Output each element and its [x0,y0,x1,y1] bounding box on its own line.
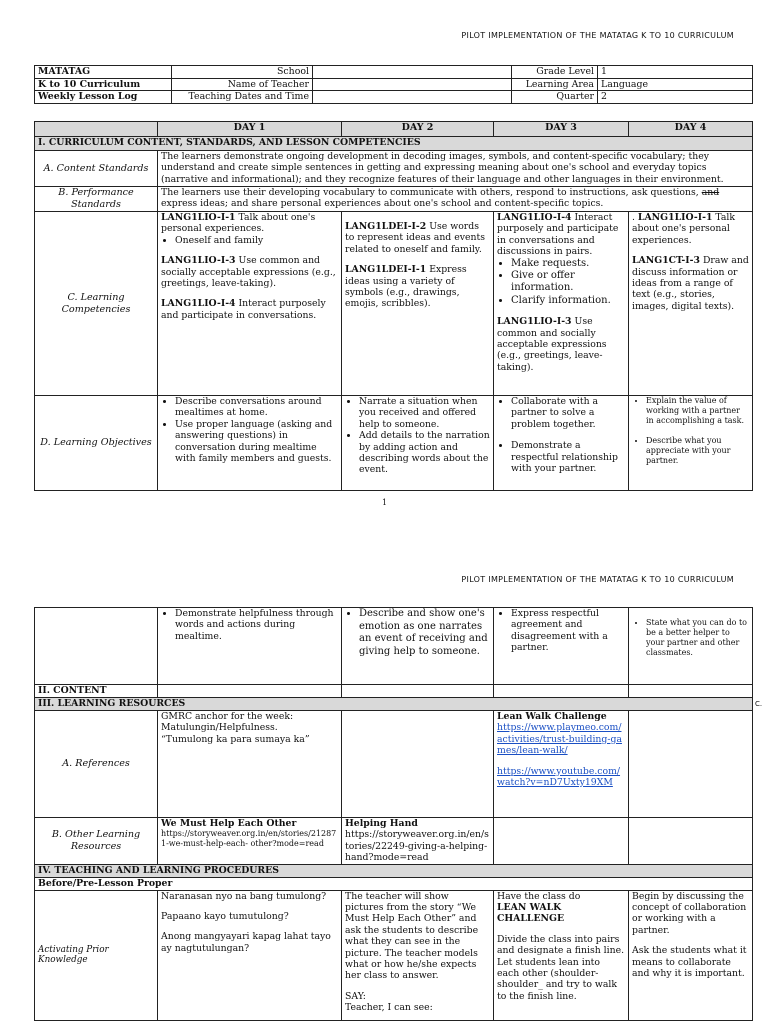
header-value-dates [313,91,512,104]
competency-prefix: . [632,212,638,223]
objective-item: • Explain the value of working with a partner in accomplishing a task. [646,396,749,426]
row-label-references [35,711,158,818]
competency-text: Use words to represent ideas and events related to oneself and family. [345,221,485,255]
competency-text: Talk about one's personal experiences. [161,212,316,235]
header-label-dates: Teaching Dates and Time [172,91,313,104]
header-title-line: Weekly Lesson Log [35,91,172,104]
reference-link[interactable]: https://www.youtube.com/watch?v=nD7Uxty19XM [497,765,621,789]
objective-item: • Express respectful agreement and disagreement with a partner. [511,608,625,654]
subsection-before-lesson: Before/Pre-Lesson Proper [35,877,753,890]
objective-item: • Describe conversations around mealtimes at home. [175,396,338,419]
activity-text: Divide the class into pairs and designate a finish line. Let students lean into each other (shoulder-shoulder_ and try to walk to the finish line. [497,933,625,1002]
references-day-3 [494,711,629,818]
day-header: DAY 3 [494,122,629,137]
objective-item: • Add details to the narration by adding action and describing words about the event. [359,430,490,476]
objectives-day-3-continued [494,608,629,685]
competency-bullet: • Clarify information. [511,295,625,307]
page-number: 1 [382,498,388,507]
reference-link[interactable]: https://www.playmeo.com/activities/trust-building-games/lean-walk/ [497,722,622,757]
competency-text: Talk about one's personal experiences. [632,212,736,246]
label-letter: A. [62,758,73,769]
other-resources-day-4 [629,818,753,865]
competencies-day-2 [342,212,494,396]
label-letter: B. [51,828,62,840]
other-resources-day-2 [342,818,494,865]
objectives-day-1-continued [158,608,342,685]
content-cell-day-3 [494,685,629,698]
header-value-teacher [313,78,512,91]
activity-say-line: Teacher, I can see: [345,1002,433,1014]
row-label-other-resources [35,818,158,865]
margin-mark: C. [755,700,763,708]
row-label-learning-competencies [35,212,158,396]
label-letter: A. [43,162,54,174]
competency-text: Express ideas using a variety of symbols (e.g., drawings, emojis, scribbles). [345,264,467,310]
running-head: PILOT IMPLEMENTATION OF THE MATATAG K TO 10 CURRICULUM [461,31,734,40]
header-label-teacher: Name of Teacher [172,78,313,91]
objectives-day-4-continued [629,608,753,685]
perf-text-struck: and [701,187,720,198]
day-header-empty [35,122,158,137]
objectives-label-continued [35,608,158,685]
header-label-quarter: Quarter [512,91,598,104]
competency-code: LANG1LDEI-I-2 [345,221,427,232]
activity-say: SAY: [345,990,366,1002]
resource-url: https://storyweaver.org.in/en/stories/212871-we-must-help-each- other?mode=read [161,829,337,849]
section-title-procedures: IV. TEACHING AND LEARNING PROCEDURES [35,864,753,877]
label-text: Other Learning Resources [65,828,141,852]
activating-day-2 [342,890,494,1020]
competency-code: LANG1CT-I-3 [632,255,700,267]
label-text: References [75,758,130,769]
objective-item: • Describe and show one's emotion as one narrates an event of receiving and giving help to someone. [359,608,490,658]
competency-code: LANG1LIO-I-4 [161,298,236,310]
header-value-school [313,66,512,79]
objective-item: • Narrate a situation when you received and offered help to someone. [359,396,490,430]
activating-day-1 [158,890,342,1020]
objectives-day-4 [629,396,753,491]
reference-title: Lean Walk Challenge [497,711,607,722]
day-header: DAY 4 [629,122,753,137]
activity-text: The teacher will show pictures from the story “We Must Help Each Other” and ask the students to describe what they can see in the picture. The teacher models what or how he/she expects her class to answer. [345,890,479,982]
objectives-day-2-continued [342,608,494,685]
header-label-school: School [172,66,313,79]
objectives-day-2 [342,396,494,491]
reference-line: “Tumulong ka para sumaya ka” [161,733,310,745]
header-value-learning-area: Language [598,78,753,91]
objective-item: • Collaborate with a partner to solve a problem together. [511,396,625,430]
competency-code: LANG1LIO-I-4 [497,212,572,223]
label-letter: D. [40,437,51,448]
activating-day-4 [629,890,753,1020]
header-label-learning-area: Learning Area [512,78,598,91]
day-header: DAY 2 [342,122,494,137]
perf-text-part: express ideas; and share personal experiences about one's school and content-specific topics. [161,198,604,210]
content-cell-day-1 [158,685,342,698]
reference-line: Matulungin/Helpfulness. [161,722,278,734]
header-title-line: MATATAG [35,66,172,79]
competency-bullet: • Give or offer information. [511,270,625,295]
other-resources-day-1 [158,818,342,865]
competency-code: LANG1LDEI-I-1 [345,264,427,276]
activity-line: Papaano kayo tumutulong? [161,911,289,923]
competencies-day-1 [158,212,342,396]
competency-bullet: • Oneself and family [175,235,338,246]
references-day-2 [342,711,494,818]
activity-intro: Have the class do [497,890,581,902]
objectives-day-1 [158,396,342,491]
label-text: Content Standards [56,162,149,174]
lesson-table-page-2 [34,607,753,1021]
label-letter: B. [58,187,69,198]
content-standards-text: The learners demonstrate ongoing development in decoding images, symbols, and content-specific vocabulary; they understand and create simple sentences in getting and expressing meaning about one's school and everyday topics (narrative and informational); and they recognize features of their language and other languages in their environment. [158,151,753,187]
header-label-grade-level: Grade Level [512,66,598,79]
row-label-content-standards [35,151,158,187]
running-head: PILOT IMPLEMENTATION OF THE MATATAG K TO 10 CURRICULUM [461,575,734,584]
content-cell-day-4 [629,685,753,698]
section-title-learning-resources: III. LEARNING RESOURCES [35,698,753,711]
row-label-learning-objectives [35,396,158,491]
page-gap [0,532,768,560]
objective-item: • Use proper language (asking and answering questions) in conversation during mealtime with family members and guests. [175,419,338,465]
competency-bullet: • Make requests. [511,258,625,270]
section-title-curriculum: I. CURRICULUM CONTENT, STANDARDS, AND LESSON COMPETENCIES [35,137,753,151]
lesson-log-header-table [34,65,753,104]
competency-code: LANG1LIO-I-1 [161,212,236,223]
objective-item: • Demonstrate helpfulness through words and actions during mealtime. [175,608,338,642]
header-value-grade-level: 1 [598,66,753,79]
activity-text: Ask the students what it means to collaborate and why it is important. [632,945,747,980]
label-letter: C. [67,291,78,303]
references-day-4 [629,711,753,818]
label-text: Learning Competencies [61,291,131,315]
objectives-day-3 [494,396,629,491]
competency-text: Interact purposely and participate in conversations and discussions in pairs. [497,212,619,258]
competency-text: Interact purposely and participate in conversations. [161,298,326,321]
lesson-table-page-1 [34,121,753,491]
activating-day-3 [494,890,629,1020]
competencies-day-3 [494,212,629,396]
row-label-activating-prior-knowledge: Activating Prior Knowledge [35,890,158,1020]
activity-text: Begin by discussing the concept of collaboration or working with a partner. [632,890,747,936]
references-day-1 [158,711,342,818]
objective-item: • Demonstrate a respectful relationship with your partner. [511,440,625,474]
activity-line: Naranasan nyo na bang tumulong? [161,890,327,902]
header-value-quarter: 2 [598,91,753,104]
performance-standards-text [158,187,753,212]
row-label-performance-standards [35,187,158,212]
resource-url: https://storyweaver.org.in/en/stories/22249-giving-a-helping-hand?mode=read [345,829,489,864]
competency-code: LANG1LIO-I-3 [161,255,236,267]
resource-title: We Must Help Each Other [161,818,297,829]
section-title-content: II. CONTENT [35,685,158,698]
resource-title: Helping Hand [345,818,418,829]
competency-code: LANG1LIO-I-3 [497,316,572,328]
header-title-line: K to 10 Curriculum [35,78,172,91]
content-cell-day-2 [342,685,494,698]
competency-text: Use common and socially acceptable expressions (e.g., greetings, leave-taking). [161,255,336,290]
reference-line: GMRC anchor for the week: [161,711,294,722]
competency-text: Use common and socially acceptable expressions (e.g., greetings, leave-taking). [497,316,607,373]
competencies-day-4 [629,212,753,396]
day-header: DAY 1 [158,122,342,137]
perf-text-part: The learners use their developing vocabulary to communicate with others, respond to instructions, ask questions, [161,187,702,198]
objective-item: • State what you can do to be a better helper to your partner and other classmates. [646,618,749,658]
objective-item: • Describe what you appreciate with your partner. [646,436,749,466]
competency-code: LANG1LIO-I-1 [637,212,713,223]
activity-line: Anong mangyayari kapag lahat tayo ay nagtutulungan? [161,931,331,954]
competency-text: Draw and discuss information or ideas from a range of text (e.g., stories, images, digital texts). [632,255,749,312]
label-text: Learning Objectives [53,437,152,448]
label-text: Performance Standards [71,187,134,210]
activity-title: LEAN WALK CHALLENGE [497,902,565,925]
other-resources-day-3 [494,818,629,865]
